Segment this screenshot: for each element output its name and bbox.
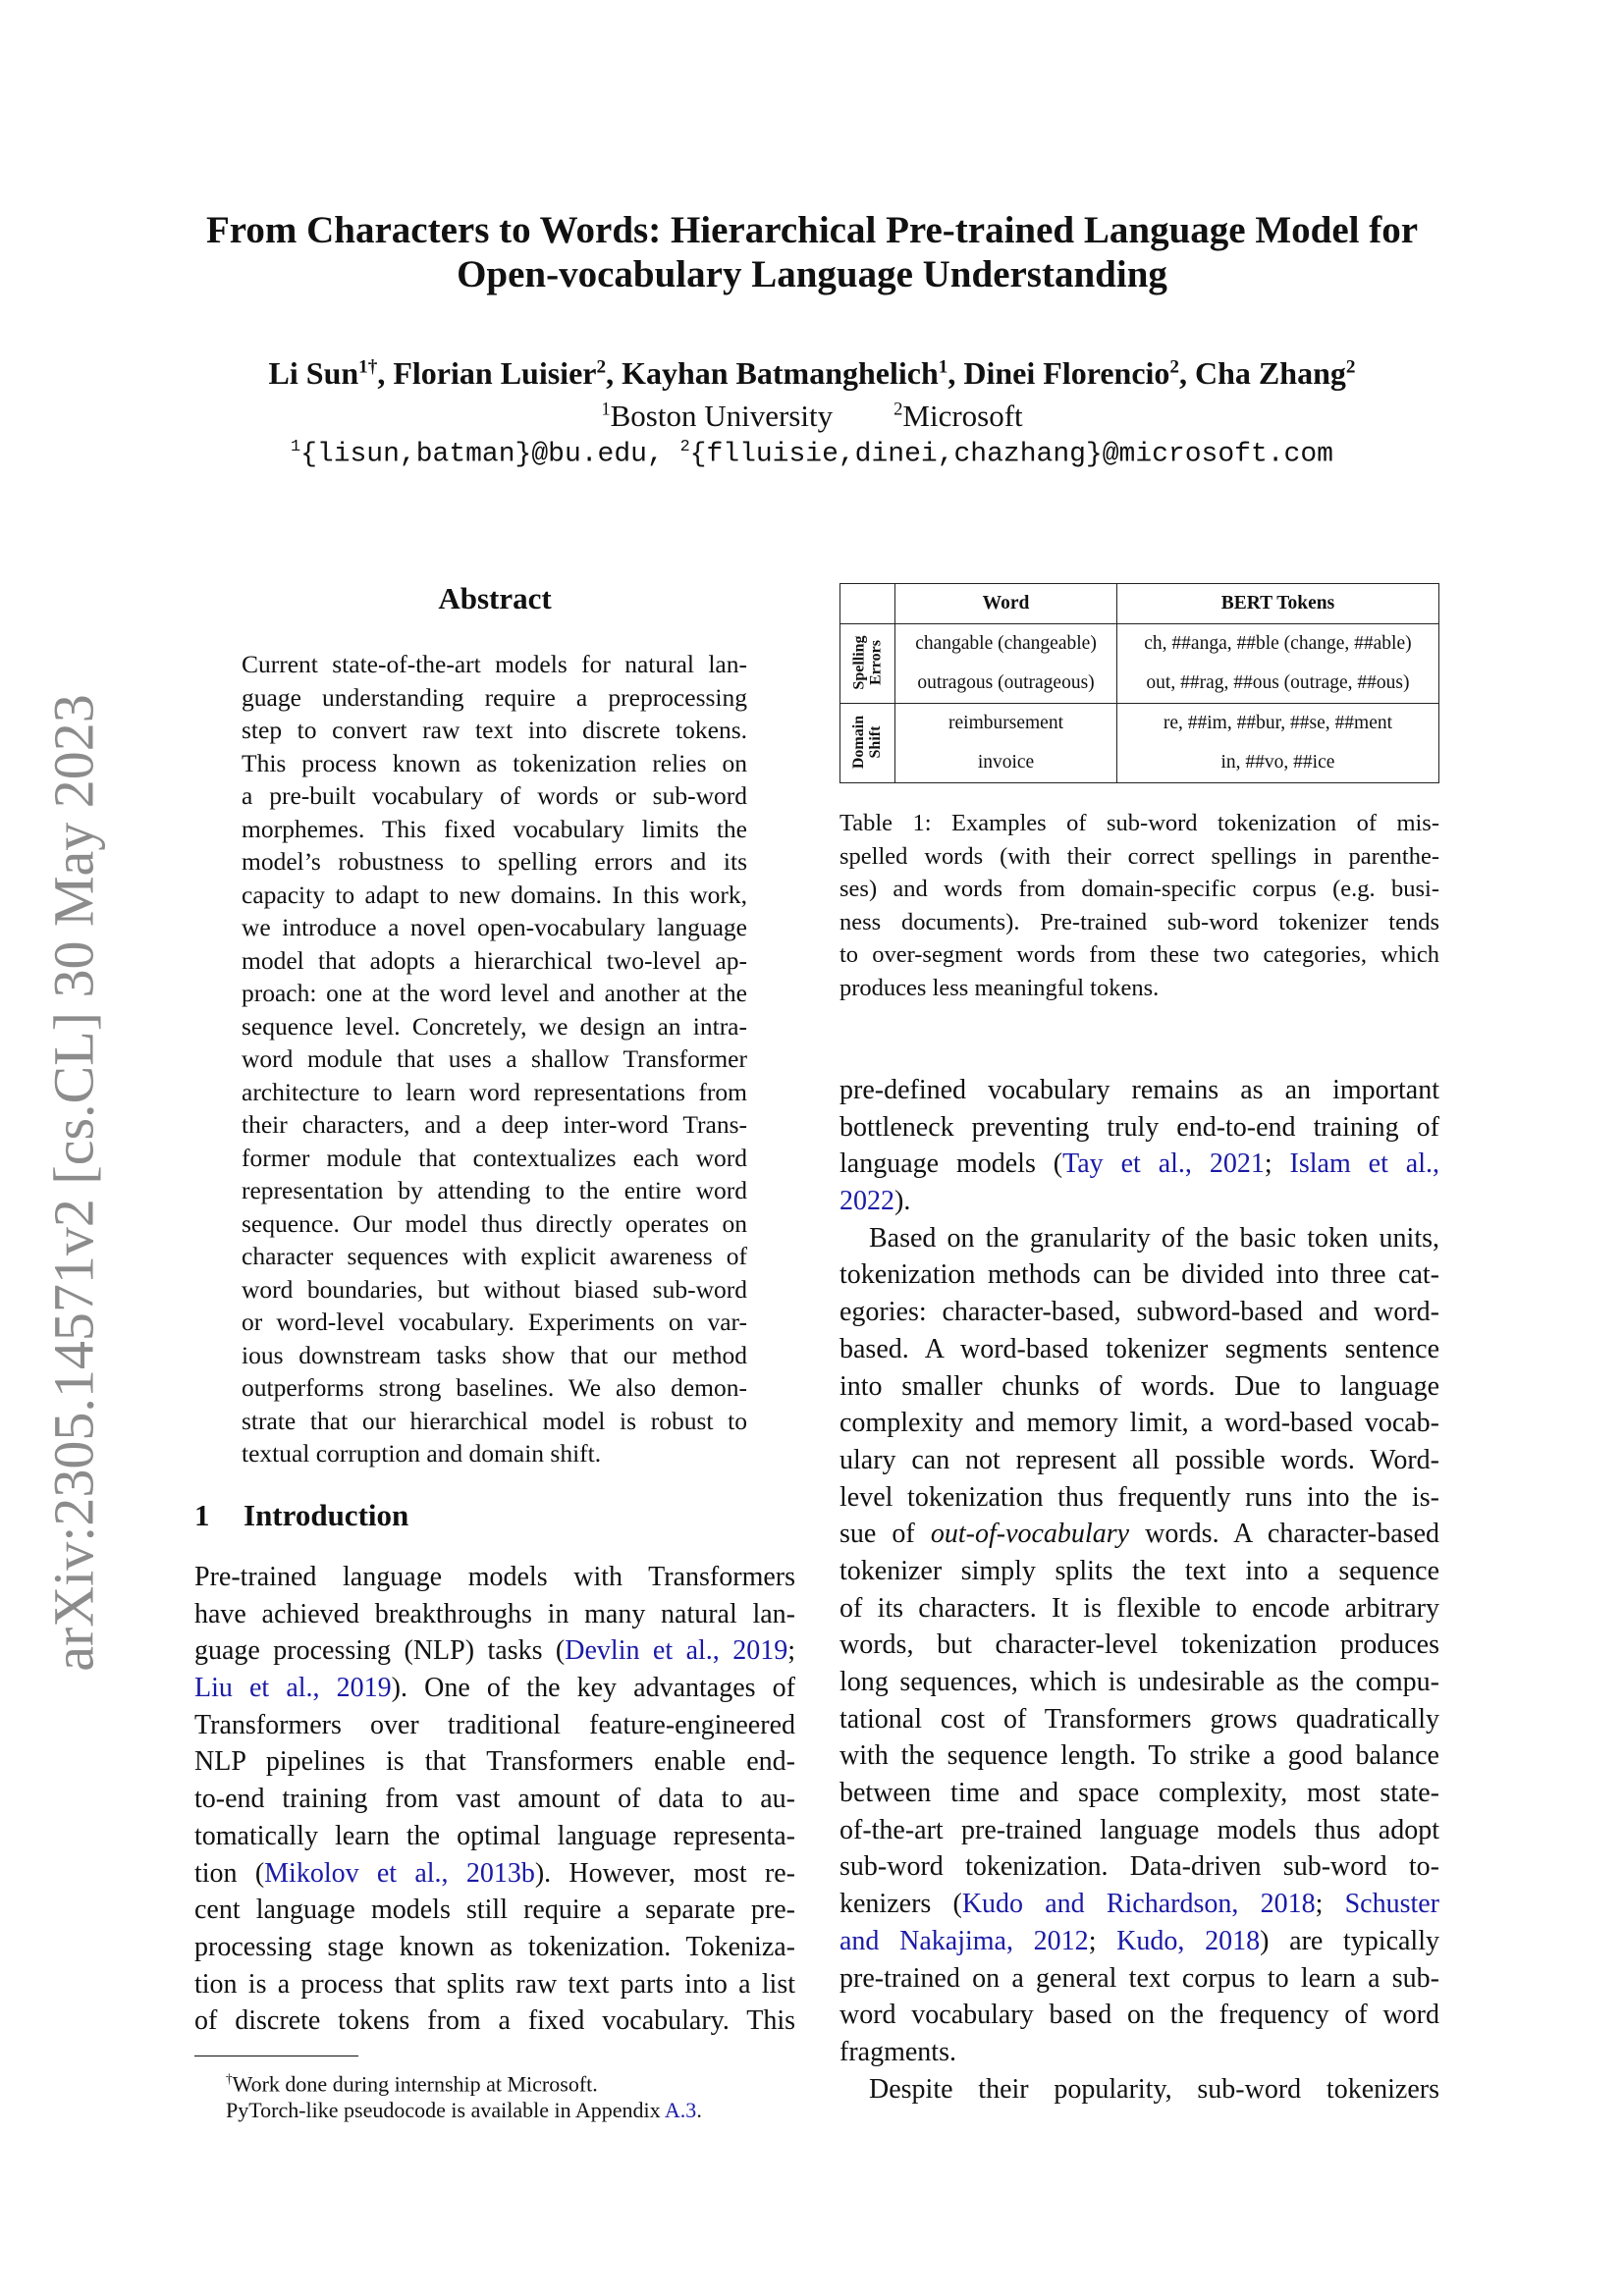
table-cell: invoice <box>895 743 1117 783</box>
text-segment: word module that uses a shallow Transformer <box>242 1044 747 1073</box>
arxiv-stamp: arXiv:2305.14571v2 [cs.CL] 30 May 2023 <box>41 694 106 1672</box>
text-segment: tokenization methods can be divided into three cat- <box>839 1259 1439 1291</box>
text-line <box>242 1437 747 1470</box>
text-segment: proach: one at the word level and another at the <box>242 979 747 1007</box>
affiliation-name: Boston University <box>610 399 834 433</box>
text-segment: words, but character-level tokenization produces <box>839 1629 1439 1661</box>
text-line <box>242 845 747 879</box>
footnote-text: Work done during internship at Microsoft. <box>232 2071 598 2097</box>
text-segment: Table 1: Examples of sub-word tokenization of mis- <box>839 810 1439 836</box>
text-segment: of its characters. It is flexible to encode arbitrary <box>839 1592 1439 1624</box>
text-line <box>242 1273 747 1307</box>
emphasis-text: out-of-vocabulary <box>930 1519 1130 1550</box>
text-line <box>242 1010 747 1043</box>
text-line <box>194 1632 795 1670</box>
text-line <box>839 1664 1439 1701</box>
text-line <box>194 1670 795 1707</box>
table-cell: outragous (outrageous) <box>895 664 1117 704</box>
text-segment: NLP pipelines is that Transformers enable end- <box>194 1746 795 1778</box>
text-line <box>242 911 747 944</box>
footnote <box>226 2065 702 2097</box>
text-segment: Despite their popularity, sub-word tokenizers <box>869 2073 1439 2105</box>
text-segment: word vocabulary based on the frequency of word <box>839 2000 1439 2031</box>
text-line <box>839 938 1439 972</box>
text-segment: sue of <box>839 1519 931 1550</box>
text-line <box>839 1183 1439 1220</box>
footnote <box>226 2097 702 2123</box>
table-cell: ch, ##anga, ##ble (change, ##able) <box>1116 624 1438 665</box>
text-segment: ; <box>787 1635 796 1667</box>
row-group-label <box>840 624 895 704</box>
text-segment: their characters, and a deep inter-word Trans- <box>242 1110 747 1139</box>
text-segment: guage processing (NLP) tasks ( <box>194 1635 566 1667</box>
text-line <box>839 1294 1439 1331</box>
text-segment: long sequences, which is undesirable as the compu- <box>839 1667 1439 1697</box>
text-line <box>194 1596 795 1633</box>
appendix-link[interactable]: A.3 <box>664 2098 697 2123</box>
author-affiliation-mark: 2 <box>1169 356 1180 378</box>
text-segment: have achieved breakthroughs in many natural lan- <box>194 1598 795 1629</box>
text-line <box>242 747 747 780</box>
text-line <box>242 681 747 715</box>
text-line <box>194 1818 795 1855</box>
section-heading-introduction <box>194 1498 408 1533</box>
text-line <box>242 977 747 1010</box>
text-line <box>839 1072 1439 1109</box>
text-segment: ; <box>1315 1889 1345 1920</box>
text-segment: or word-level vocabulary. Experiments on var- <box>242 1308 747 1336</box>
text-segment: complexity and memory limit, a word-based vocab- <box>839 1408 1439 1439</box>
footnote-mark: † <box>226 2071 233 2086</box>
table-cell: in, ##vo, ##ice <box>1116 743 1438 783</box>
row-group-label <box>840 704 895 783</box>
affiliation-mark: 2 <box>893 399 903 420</box>
footnote-text: . <box>696 2098 702 2123</box>
text-line <box>839 1627 1439 1664</box>
text-segment: guage understanding require a preprocessing <box>242 682 747 712</box>
group-label-text: Domain Shift <box>850 715 885 770</box>
text-segment: we introduce a novel open-vocabulary language <box>242 913 747 941</box>
text-segment: outperforms strong baselines. We also demon- <box>242 1373 747 1402</box>
text-line <box>839 1516 1439 1553</box>
author-name: Cha Zhang <box>1195 355 1346 391</box>
text-line <box>242 1207 747 1241</box>
text-line <box>194 1855 795 1893</box>
text-segment: morphemes. This fixed vocabulary limits the <box>242 814 747 843</box>
text-segment: textual corruption and domain shift. <box>242 1439 602 1468</box>
text-line <box>839 1812 1439 1849</box>
affiliation-name: Microsoft <box>902 399 1023 433</box>
text-segment: ulary can not represent all possible words. Word- <box>839 1444 1439 1475</box>
text-line <box>242 648 747 681</box>
text-segment: cent language models still require a separate pre- <box>194 1895 795 1926</box>
table-cell: reimbursement <box>895 704 1117 744</box>
text-segment: words. A character-based <box>1129 1519 1439 1550</box>
text-segment: ses) and words from domain-specific corpus (e.g. busi- <box>839 876 1439 902</box>
text-line <box>839 1220 1439 1257</box>
text-line <box>839 2071 1439 2109</box>
table-caption <box>839 807 1439 1004</box>
author-name: Florian Luisier <box>393 355 597 391</box>
text-segment: to-end training from vast amount of data to au- <box>194 1784 795 1815</box>
text-line <box>194 1743 795 1781</box>
text-line <box>839 906 1439 939</box>
abstract-heading: Abstract <box>438 581 552 615</box>
citation-link[interactable]: Kudo, 2018 <box>1116 1925 1261 1956</box>
text-segment: tational cost of Transformers grows quadratically <box>839 1703 1439 1735</box>
text-line <box>194 2002 795 2040</box>
citation-link[interactable]: Islam et al., <box>1289 1148 1439 1180</box>
citation-link[interactable]: Devlin et al., 2019 <box>565 1635 788 1667</box>
section-title: Introduction <box>244 1498 409 1532</box>
text-line <box>839 1886 1439 1923</box>
text-segment: capacity to adapt to new domains. In this work, <box>242 880 747 909</box>
text-segment: spelled words (with their correct spellings in parenthe- <box>839 842 1439 870</box>
text-line <box>839 1960 1439 1998</box>
text-segment: ). <box>894 1186 911 1217</box>
text-line <box>839 1848 1439 1886</box>
text-segment: between time and space complexity, most state- <box>839 1778 1439 1809</box>
table-cell: out, ##rag, ##ous (outrage, ##ous) <box>1116 664 1438 704</box>
text-segment: language models ( <box>839 1148 1063 1180</box>
text-segment: character sequences with explicit awareness of <box>242 1242 747 1270</box>
text-segment: pre-defined vocabulary remains as an important <box>839 1075 1439 1105</box>
text-line <box>839 1737 1439 1775</box>
text-segment: representation by attending to the entire word <box>242 1176 747 1204</box>
email-mark: 2 <box>679 438 690 456</box>
author-affiliation-mark: 1† <box>358 356 378 378</box>
text-segment: Pre-trained language models with Transformers <box>194 1562 795 1592</box>
right-column-body <box>839 1072 1439 2108</box>
affiliation-mark: 1 <box>601 399 611 420</box>
text-segment: Current state-of-the-art models for natural lan- <box>242 650 747 678</box>
text-line <box>242 1240 747 1273</box>
section-number: 1 <box>194 1498 210 1532</box>
table-row <box>840 743 1439 783</box>
text-line <box>242 1142 747 1175</box>
text-line <box>194 1707 795 1744</box>
text-segment: This process known as tokenization relies on <box>242 748 747 777</box>
text-segment: Transformers over traditional feature-engineered <box>194 1709 795 1740</box>
text-line <box>242 1076 747 1109</box>
author-affiliation-mark: 2 <box>596 356 607 378</box>
text-segment: sub-word tokenization. Data-driven sub-word to- <box>839 1851 1439 1883</box>
text-segment: ). One of the key advantages of <box>391 1673 795 1704</box>
paper-title <box>147 208 1477 296</box>
table-header-row <box>840 584 1439 624</box>
citation-link[interactable]: and Nakajima, 2012 <box>839 1925 1089 1956</box>
text-line <box>839 1256 1439 1294</box>
introduction-body <box>194 1559 795 2040</box>
text-segment: sequence level. Concretely, we design an intra- <box>242 1011 747 1041</box>
text-line <box>242 1306 747 1339</box>
group-label-text: Spelling Errors <box>850 635 885 690</box>
text-segment: tion is a process that splits raw text parts into a list <box>194 1968 795 2000</box>
text-line <box>242 813 747 846</box>
email-mark: 1 <box>291 438 301 456</box>
text-segment: architecture to learn word representations from <box>242 1077 747 1106</box>
text-line <box>839 972 1439 1005</box>
text-segment: sequence. Our model thus directly operates on <box>242 1208 747 1238</box>
text-segment: based. A word-based tokenizer segments sentence <box>839 1333 1439 1364</box>
text-segment: into smaller chunks of words. Due to language <box>839 1370 1439 1402</box>
text-segment: bottleneck preventing truly end-to-end training of <box>839 1111 1439 1143</box>
text-line <box>839 1442 1439 1479</box>
text-line <box>242 714 747 747</box>
text-segment: of discrete tokens from a fixed vocabulary. This <box>194 2005 795 2037</box>
text-line <box>839 873 1439 906</box>
author-name: Li Sun <box>268 355 359 391</box>
text-line <box>839 1331 1439 1368</box>
text-line <box>839 1368 1439 1406</box>
text-segment: former module that contextualizes each word <box>242 1143 747 1172</box>
table-cell: changable (changeable) <box>895 624 1117 665</box>
text-segment: ; <box>1088 1925 1117 1956</box>
text-line <box>194 1929 795 1966</box>
author-name: Kayhan Batmanghelich <box>622 355 939 391</box>
emails <box>147 438 1477 469</box>
author-name: Dinei Florencio <box>963 355 1170 391</box>
table-header-cell: Word <box>895 584 1117 624</box>
table-cell: re, ##im, ##bur, ##se, ##ment <box>1116 704 1438 744</box>
text-line <box>194 1559 795 1596</box>
text-segment: step to convert raw text into discrete tokens. <box>242 716 747 744</box>
table-header-cell <box>840 584 895 624</box>
text-line <box>242 1174 747 1207</box>
text-segment: tion ( <box>194 1857 265 1889</box>
citation-link[interactable]: Tay et al., 2021 <box>1062 1148 1265 1180</box>
text-line <box>242 1339 747 1372</box>
text-segment: Based on the granularity of the basic token units, <box>869 1222 1439 1254</box>
table-row <box>840 704 1439 744</box>
text-segment: a pre-built vocabulary of words or sub-word <box>242 781 747 810</box>
table-row <box>840 664 1439 704</box>
text-line <box>242 879 747 912</box>
text-line <box>194 1781 795 1818</box>
affiliations <box>147 399 1477 434</box>
text-segment: model’s robustness to spelling errors and its <box>242 847 747 876</box>
author-affiliation-mark: 1 <box>938 356 948 378</box>
text-line <box>839 1109 1439 1147</box>
text-line <box>839 1997 1439 2034</box>
email-address: {lisun,batman}@bu.edu, <box>300 439 664 470</box>
text-segment: fragments. <box>839 2036 956 2067</box>
text-line <box>242 1108 747 1142</box>
text-line <box>839 840 1439 874</box>
text-segment: level tokenization thus frequently runs into the is- <box>839 1481 1439 1513</box>
citation-link[interactable]: Schuster <box>1344 1889 1440 1920</box>
author-affiliation-mark: 2 <box>1345 356 1356 378</box>
author-list: Li Sun$^{1\dagger}$, Florian Luisier$^2$, Kayhan Batmanghelich$^1$, Dinei Florencio$^2$, Cha Zhang$^2$ <box>268 355 1356 391</box>
email-address: {flluisie,dinei,chazhang}@microsoft.com <box>689 439 1333 470</box>
table-row <box>840 624 1439 665</box>
text-line <box>839 1701 1439 1738</box>
text-segment: processing stage known as tokenization. Tokeniza- <box>194 1931 795 1962</box>
text-segment: kenizers ( <box>839 1889 962 1920</box>
text-line <box>839 1923 1439 1960</box>
citation-link[interactable]: Liu et al., 2019 <box>194 1673 392 1704</box>
text-line <box>839 807 1439 840</box>
text-segment: ious downstream tasks show that our method <box>242 1340 747 1369</box>
text-segment: pre-trained on a general text corpus to learn a sub- <box>839 1962 1439 1994</box>
text-segment: to over-segment words from these two categories, which <box>839 941 1439 968</box>
citation-link[interactable]: Kudo and Richardson, 2018 <box>961 1889 1316 1920</box>
text-line <box>839 1146 1439 1183</box>
text-segment: strate that our hierarchical model is robust to <box>242 1406 747 1435</box>
text-line <box>242 779 747 813</box>
text-segment: of-the-art pre-trained language models thus adopt <box>839 1814 1439 1845</box>
text-line <box>242 944 747 978</box>
footnote-text: PyTorch-like pseudocode is available in Appendix <box>226 2098 665 2123</box>
table-header-cell: BERT Tokens <box>1116 584 1438 624</box>
text-line <box>839 2034 1439 2071</box>
text-line <box>242 1405 747 1438</box>
text-line <box>194 1966 795 2003</box>
text-segment: ness documents). Pre-trained sub-word tokenizer tends <box>839 908 1439 935</box>
title-line: Open-vocabulary Language Understanding <box>457 253 1167 295</box>
footnotes <box>226 2065 702 2123</box>
text-segment: tokenizer simply splits the text into a sequence <box>839 1555 1439 1586</box>
text-line <box>839 1553 1439 1590</box>
text-segment: ) are typically <box>1260 1925 1439 1956</box>
text-line <box>839 1405 1439 1442</box>
text-line <box>242 1371 747 1405</box>
text-segment: ; <box>1264 1148 1290 1180</box>
abstract-body <box>242 648 747 1470</box>
text-line <box>839 1479 1439 1517</box>
text-line <box>242 1042 747 1076</box>
text-segment: tomatically learn the optimal language representa- <box>194 1820 795 1851</box>
text-segment: produces less meaningful tokens. <box>839 974 1160 1001</box>
citation-link[interactable]: Mikolov et al., 2013b <box>264 1857 535 1889</box>
title-line: From Characters to Words: Hierarchical Pre-trained Language Model for <box>205 209 1419 251</box>
text-segment: ). However, most re- <box>534 1857 796 1889</box>
citation-link[interactable]: 2022 <box>839 1186 894 1217</box>
text-line <box>839 1590 1439 1628</box>
text-segment: word boundaries, but without biased sub-word <box>242 1274 747 1304</box>
text-line <box>194 1892 795 1929</box>
text-segment: with the sequence length. To strike a good balance <box>839 1740 1439 1772</box>
text-segment: model that adopts a hierarchical two-level ap- <box>242 945 747 975</box>
table-1 <box>839 583 1439 783</box>
text-segment: egories: character-based, subword-based and word- <box>839 1297 1439 1328</box>
text-line <box>839 1775 1439 1812</box>
